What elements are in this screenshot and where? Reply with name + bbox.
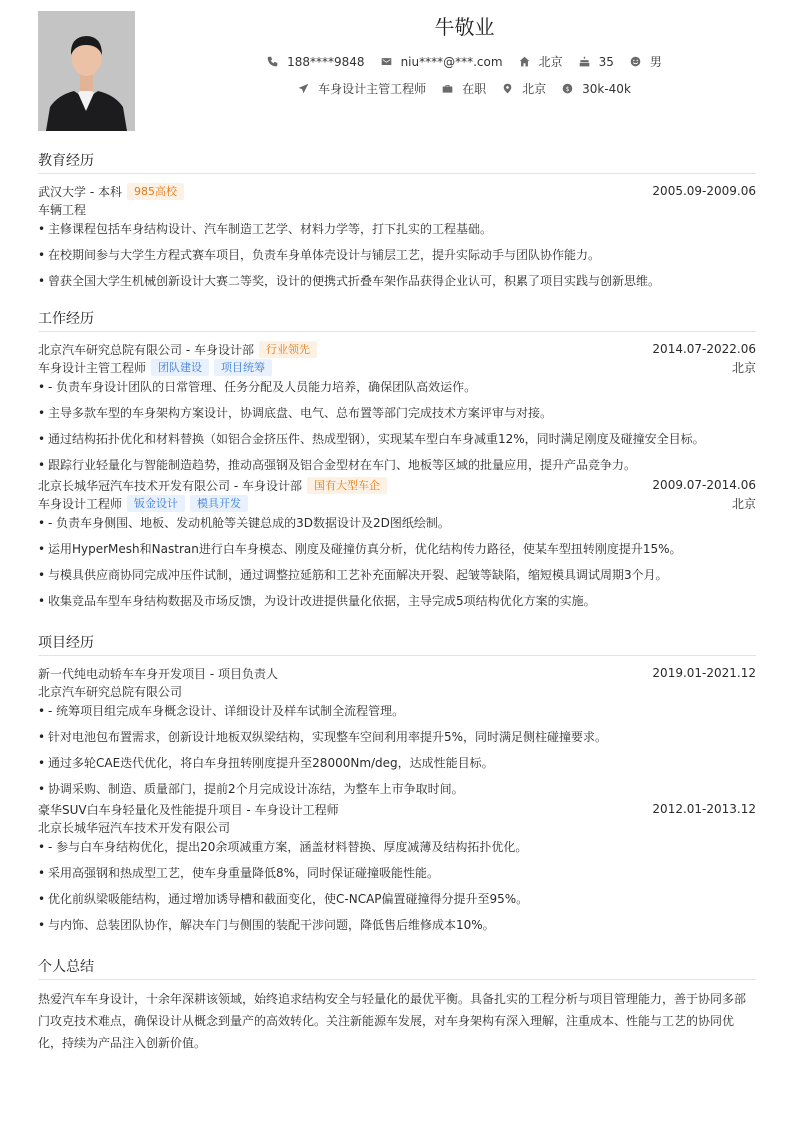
project-name: 新一代纯电动轿车车身开发项目 - 项目负责人 — [38, 666, 278, 681]
project-org-row — [38, 818, 756, 836]
list-item: • - 负责车身设计团队的日常管理、任务分配及人员能力培养，确保团队高效运作。 — [38, 378, 756, 396]
age-text: 35 — [598, 54, 614, 69]
project-entry — [38, 800, 756, 934]
list-item: • 采用高强钢和热成型工艺，使车身重量降低8%，同时保证碰撞吸能性能。 — [38, 864, 756, 882]
section-title: 项目经历 — [38, 632, 756, 656]
portrait-image — [38, 11, 135, 131]
role-row — [38, 494, 756, 512]
project-date: 2012.01-2013.12 — [652, 802, 756, 816]
list-item: • 在校期间参与大学生方程式赛车项目，负责车身单体壳设计与铺层工艺，提升实际动手与团队协作能力。 — [38, 246, 756, 264]
candidate-name: 牛敬业 — [434, 15, 495, 39]
email-text: niu****@***.com — [400, 54, 503, 69]
profile-photo — [38, 11, 135, 131]
role-text: 车身设计工程师 — [38, 496, 123, 511]
list-item: • 优化前纵梁吸能结构，通过增加诱导槽和截面变化，使C-NCAP偏置碰撞得分提升至95%。 — [38, 890, 756, 908]
major-row — [38, 200, 756, 218]
job-header — [38, 476, 756, 494]
list-item: • - 参与白车身结构优化，提出20余项减重方案，涵盖材料替换、厚度减薄及结构拓扑优化。 — [38, 838, 756, 856]
list-item: • 收集竞品车型车身结构数据及市场反馈，为设计改进提供量化依据，主导完成5项结构优化方案的实施。 — [38, 592, 756, 610]
list-item: • 协调采购、制造、质量部门，提前2个月完成设计冻结，为整车上市争取时间。 — [38, 780, 756, 798]
phone-text: 188****9848 — [287, 54, 365, 69]
city-text: 北京 — [522, 82, 547, 96]
project-header — [38, 800, 756, 818]
briefcase-icon — [442, 83, 453, 94]
company-tag: 行业领先 — [259, 341, 317, 358]
svg-text:$: $ — [565, 85, 570, 93]
list-item: • 针对电池包布置需求，创新设计地板双纵梁结构，实现整车空间利用率提升5%，同时满足侧柱碰撞要求。 — [38, 728, 756, 746]
summary-text: 热爱汽车车身设计，十余年深耕该领域，始终追求结构安全与轻量化的最优平衡。具备扎实的工程分析与项目管理能力，善于协同多部门攻克技术难点，确保设计从概念到量产的高效转化。关注新能源车发展，对车身架构有深入理解，注重成本、性能与工艺的协同优化，持续为产品注入创新价值。 — [38, 992, 747, 1050]
phone-icon — [267, 56, 278, 67]
job-entry — [38, 476, 756, 610]
list-item: • - 统筹项目组完成车身概念设计、详细设计及样车试制全流程管理。 — [38, 702, 756, 720]
major-text: 车辆工程 — [38, 202, 87, 217]
contact-info-row — [135, 53, 794, 70]
list-item: • 曾获全国大学生机械创新设计大赛二等奖，设计的便携式折叠车架作品获得企业认可，积累了项目实践与创新思维。 — [38, 272, 756, 290]
gender-item — [630, 53, 662, 70]
role-row — [38, 358, 756, 376]
salary-icon — [562, 83, 573, 94]
list-item: • 运用HyperMesh和Nastran进行白车身模态、刚度及碰撞仿真分析，优化结构传力路径，使某车型扭转刚度提升15%。 — [38, 540, 756, 558]
education-date: 2005.09-2009.06 — [652, 184, 756, 198]
project-date: 2019.01-2021.12 — [652, 666, 756, 680]
job-bullets — [38, 514, 756, 610]
project-header — [38, 664, 756, 682]
job-location: 北京 — [731, 360, 756, 375]
position-item — [298, 80, 426, 97]
project-org: 北京长城华冠汽车技术开发有限公司 — [38, 820, 231, 835]
section-title: 工作经历 — [38, 308, 756, 332]
summary-section — [38, 956, 756, 1054]
email-item — [381, 55, 503, 69]
job-bullets — [38, 378, 756, 474]
project-org: 北京汽车研究总院有限公司 — [38, 684, 183, 699]
hometown-item — [519, 53, 563, 70]
salary-item — [562, 82, 631, 96]
job-intent-row — [135, 80, 794, 97]
home-icon — [519, 56, 530, 67]
company-line: 北京汽车研究总院有限公司 - 车身设计部 — [38, 342, 254, 357]
phone-item — [267, 55, 364, 69]
list-item: • 跟踪行业轻量化与智能制造趋势，推动高强钢及铝合金型材在车门、地板等区域的批量应用，提升产品竞争力。 — [38, 456, 756, 474]
school-tag: 985高校 — [127, 183, 184, 200]
status-item — [442, 80, 486, 97]
job-header — [38, 340, 756, 358]
list-item: • 通过结构拓扑优化和材料替换（如铝合金挤压件、热成型钢），实现某车型白车身减重12%，同时满足刚度及碰撞安全目标。 — [38, 430, 756, 448]
education-bullets — [38, 220, 756, 290]
project-org-row — [38, 682, 756, 700]
age-icon — [579, 56, 590, 67]
role-text: 车身设计主管工程师 — [38, 360, 147, 375]
hometown-text: 北京 — [538, 55, 563, 69]
company-line: 北京长城华冠汽车技术开发有限公司 - 车身设计部 — [38, 478, 302, 493]
section-title: 个人总结 — [38, 956, 756, 980]
list-item: • 与模具供应商协同完成冲压件试制，通过调整拉延筋和工艺补充面解决开裂、起皱等缺陷，缩短模具调试周期3个月。 — [38, 566, 756, 584]
role-tag: 团队建设 — [151, 359, 209, 376]
job-location: 北京 — [731, 496, 756, 511]
location-icon — [502, 83, 513, 94]
list-item: • - 负责车身侧围、地板、发动机舱等关键总成的3D数据设计及2D图纸绘制。 — [38, 514, 756, 532]
section-title: 教育经历 — [38, 150, 756, 174]
work-section — [38, 308, 756, 618]
education-header — [38, 182, 756, 200]
role-tag: 项目统筹 — [214, 359, 272, 376]
job-entry — [38, 340, 756, 474]
job-date: 2009.07-2014.06 — [652, 478, 756, 492]
city-item — [502, 80, 546, 97]
gender-icon — [630, 56, 641, 67]
age-item — [579, 55, 614, 69]
projects-section — [38, 632, 756, 942]
project-bullets — [38, 838, 756, 934]
status-text: 在职 — [462, 82, 487, 96]
role-tag: 钣金设计 — [127, 495, 185, 512]
education-section — [38, 150, 756, 298]
project-entry — [38, 664, 756, 798]
job-date: 2014.07-2022.06 — [652, 342, 756, 356]
project-bullets — [38, 702, 756, 798]
mail-icon — [381, 56, 392, 67]
list-item: • 主修课程包括车身结构设计、汽车制造工艺学、材料力学等，打下扎实的工程基础。 — [38, 220, 756, 238]
project-name: 豪华SUV白车身轻量化及性能提升项目 - 车身设计工程师 — [38, 802, 339, 817]
role-tag: 模具开发 — [190, 495, 248, 512]
list-item: • 主导多款车型的车身架构方案设计，协调底盘、电气、总布置等部门完成技术方案评审与对接。 — [38, 404, 756, 422]
send-icon — [298, 83, 309, 94]
list-item: • 与内饰、总装团队协作，解决车门与侧围的装配干涉问题，降低售后维修成本10%。 — [38, 916, 756, 934]
company-tag: 国有大型车企 — [307, 477, 387, 494]
school-line: 武汉大学 - 本科 — [38, 184, 122, 199]
gender-text: 男 — [649, 55, 662, 69]
salary-text: 30k-40k — [582, 81, 631, 96]
position-text: 车身设计主管工程师 — [318, 82, 427, 96]
list-item: • 通过多轮CAE迭代优化，将白车身扭转刚度提升至28000Nm/deg，达成性能目标。 — [38, 754, 756, 772]
